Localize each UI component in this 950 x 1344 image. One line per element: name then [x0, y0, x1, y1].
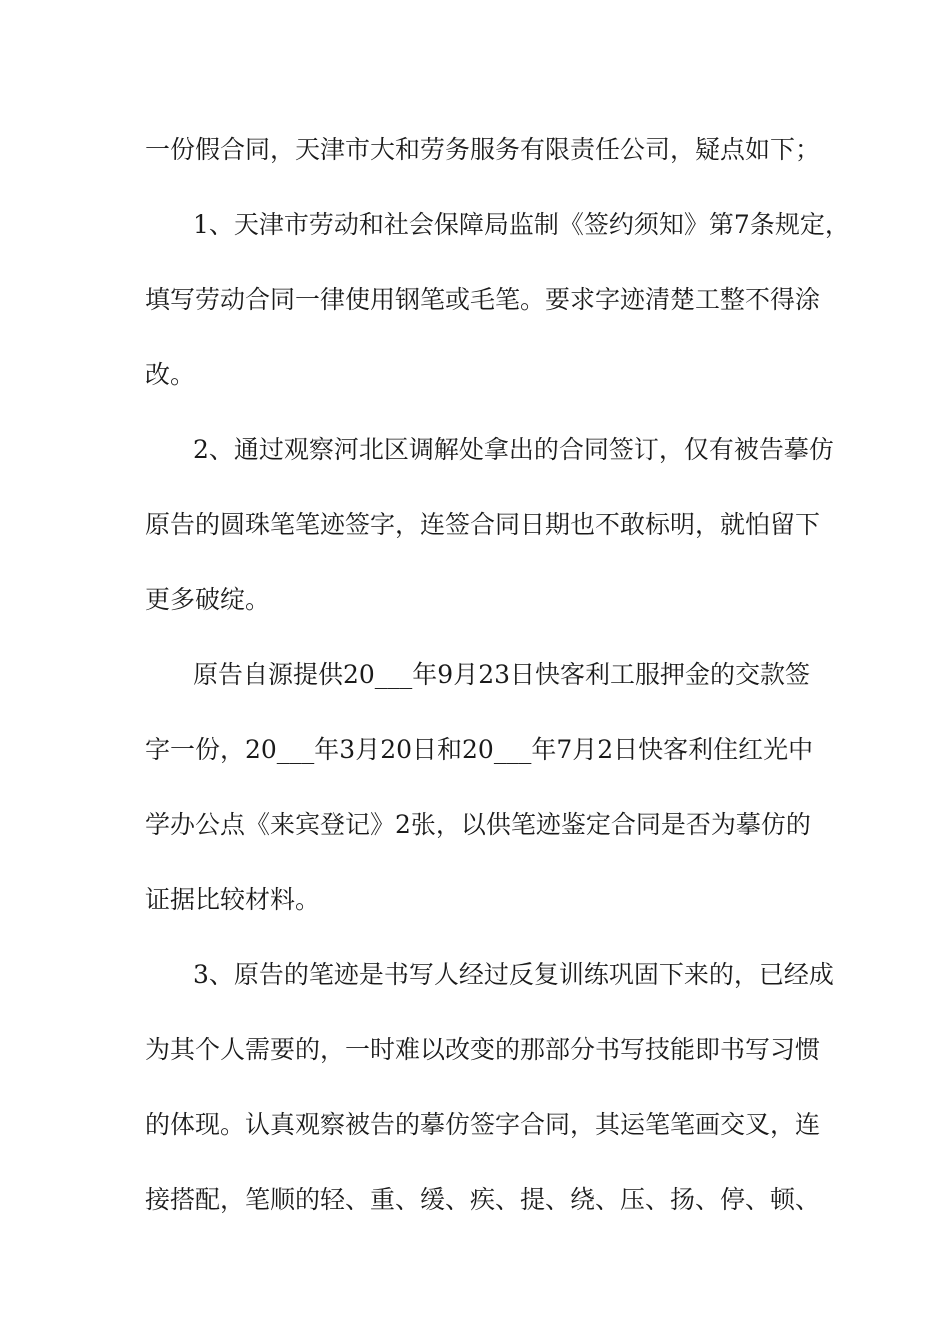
paragraph-4-line-2: 为其个人需要的，一时难以改变的那部分书写技能即书写习惯	[145, 1035, 821, 1064]
paragraph-2-line-3: 更多破绽。	[145, 585, 271, 614]
paragraph-1-line-3: 改。	[145, 360, 196, 389]
paragraph-4-line-3: 的体现。认真观察被告的摹仿签字合同，其运笔笔画交叉，连	[145, 1110, 821, 1139]
paragraph-1-line-2: 填写劳动合同一律使用钢笔或毛笔。要求字迹清楚工整不得涂	[145, 285, 821, 314]
paragraph-2-line-1: 2、通过观察河北区调解处拿出的合同签订，仅有被告摹仿	[193, 435, 834, 464]
paragraph-4-line-1: 3、原告的笔迹是书写人经过反复训练巩固下来的，已经成	[193, 960, 834, 989]
paragraph-4-line-4: 接搭配，笔顺的轻、重、缓、疾、提、绕、压、扬、停、顿、	[145, 1185, 821, 1214]
paragraph-3-line-3: 学办公点《来宾登记》2张，以供笔迹鉴定合同是否为摹仿的	[145, 810, 811, 839]
paragraph-1-line-1: 1、天津市劳动和社会保障局监制《签约须知》第7条规定，	[193, 210, 850, 239]
paragraph-2-line-2: 原告的圆珠笔笔迹签字，连签合同日期也不敢标明，就怕留下	[145, 510, 821, 539]
paragraph-intro-line-1: 一份假合同，天津市大和劳务服务有限责任公司，疑点如下；	[145, 135, 821, 164]
paragraph-3-line-2: 字一份，20___年3月20日和20___年7月2日快客利住红光中	[145, 735, 814, 764]
paragraph-3-line-1: 原告自源提供20___年9月23日快客利工服押金的交款签	[193, 660, 811, 689]
paragraph-3-line-4: 证据比较材料。	[145, 885, 321, 914]
